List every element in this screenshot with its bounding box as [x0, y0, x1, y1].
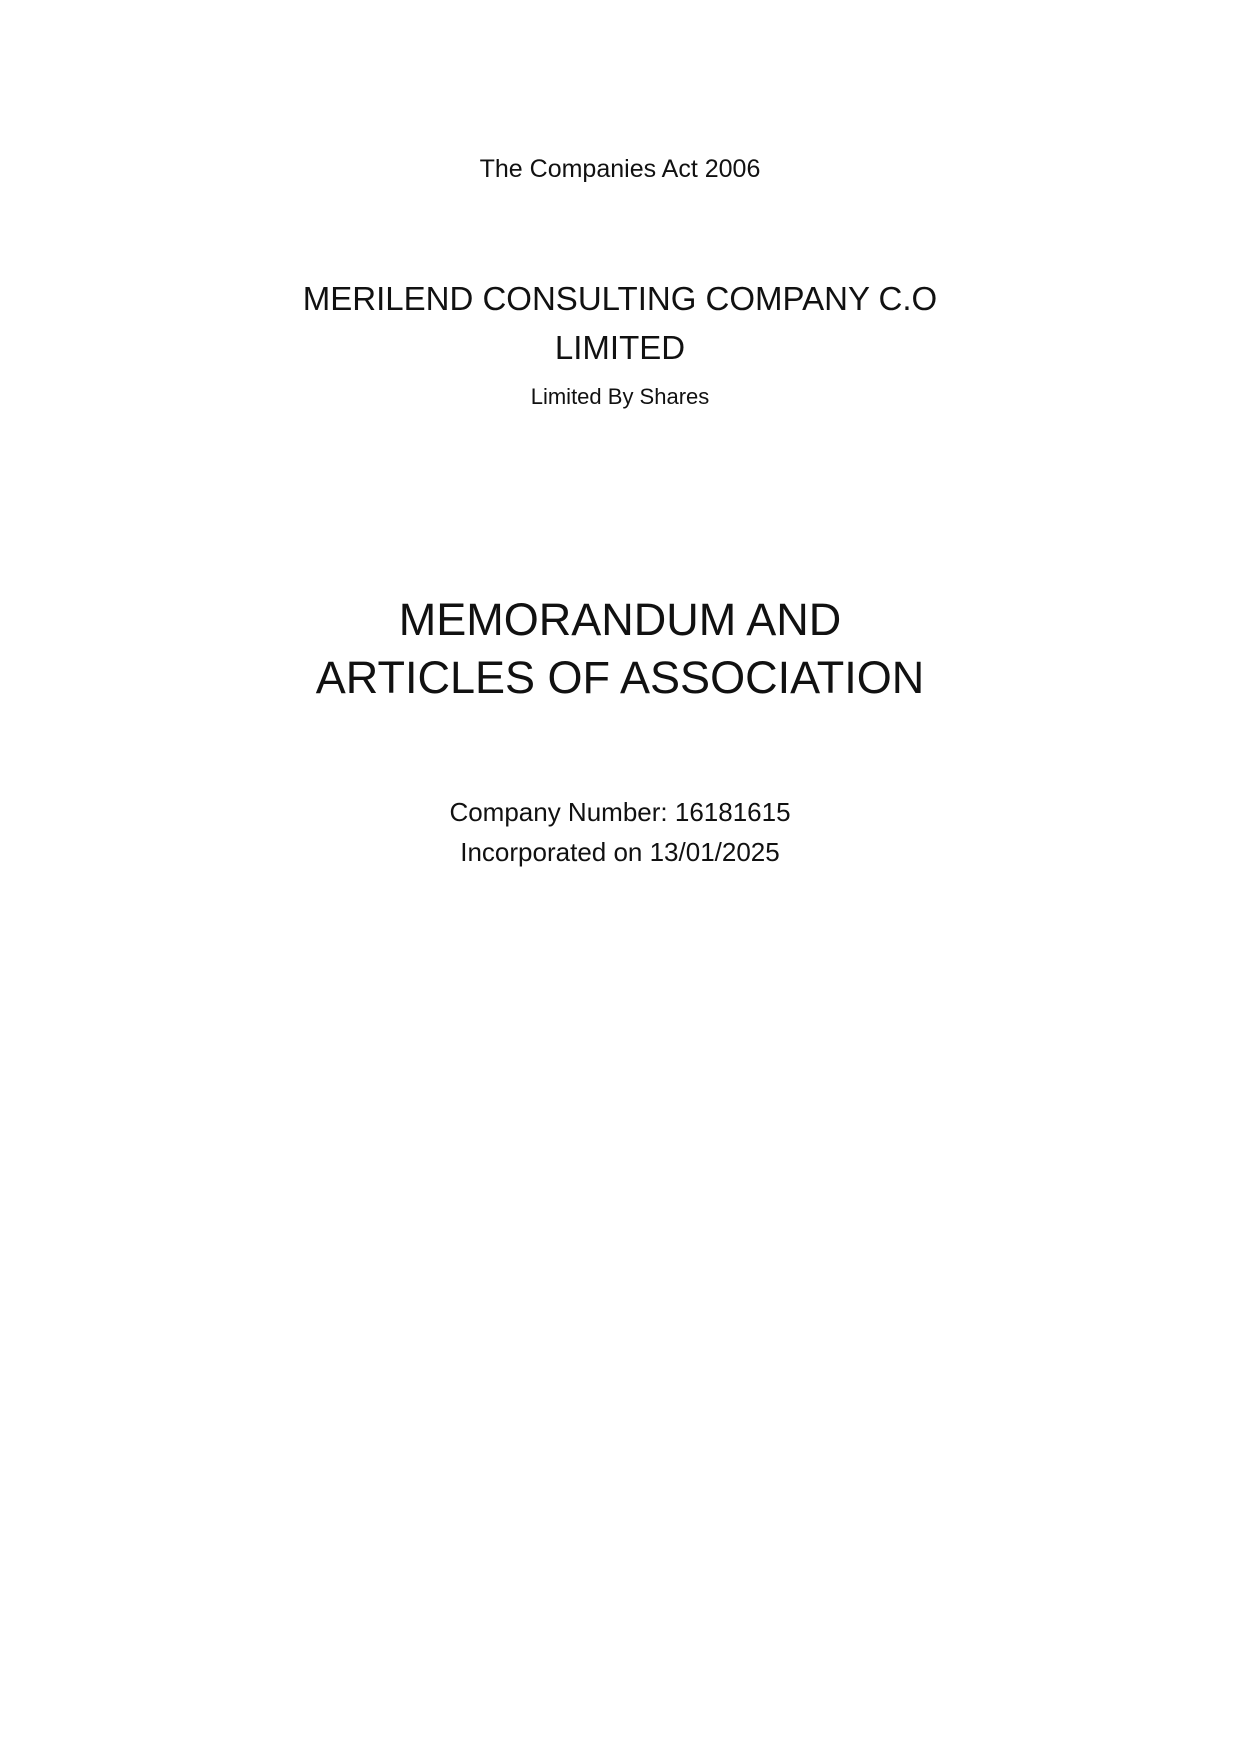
- company-name-line-2: LIMITED: [554, 329, 686, 366]
- incorporation-date: Incorporated on 13/01/2025: [460, 837, 780, 867]
- act-title: The Companies Act 2006: [479, 155, 761, 183]
- company-name-line-1: MERILEND CONSULTING COMPANY C.O: [302, 280, 938, 317]
- document-title-line-2: ARTICLES OF ASSOCIATION: [315, 652, 925, 703]
- registration-details: [0, 792, 1240, 872]
- company-number: Company Number: 16181615: [449, 797, 791, 827]
- document-title-line-1: MEMORANDUM AND: [398, 594, 842, 645]
- document-title: [0, 591, 1240, 707]
- company-type: Limited By Shares: [530, 384, 710, 409]
- company-name: [0, 274, 1240, 372]
